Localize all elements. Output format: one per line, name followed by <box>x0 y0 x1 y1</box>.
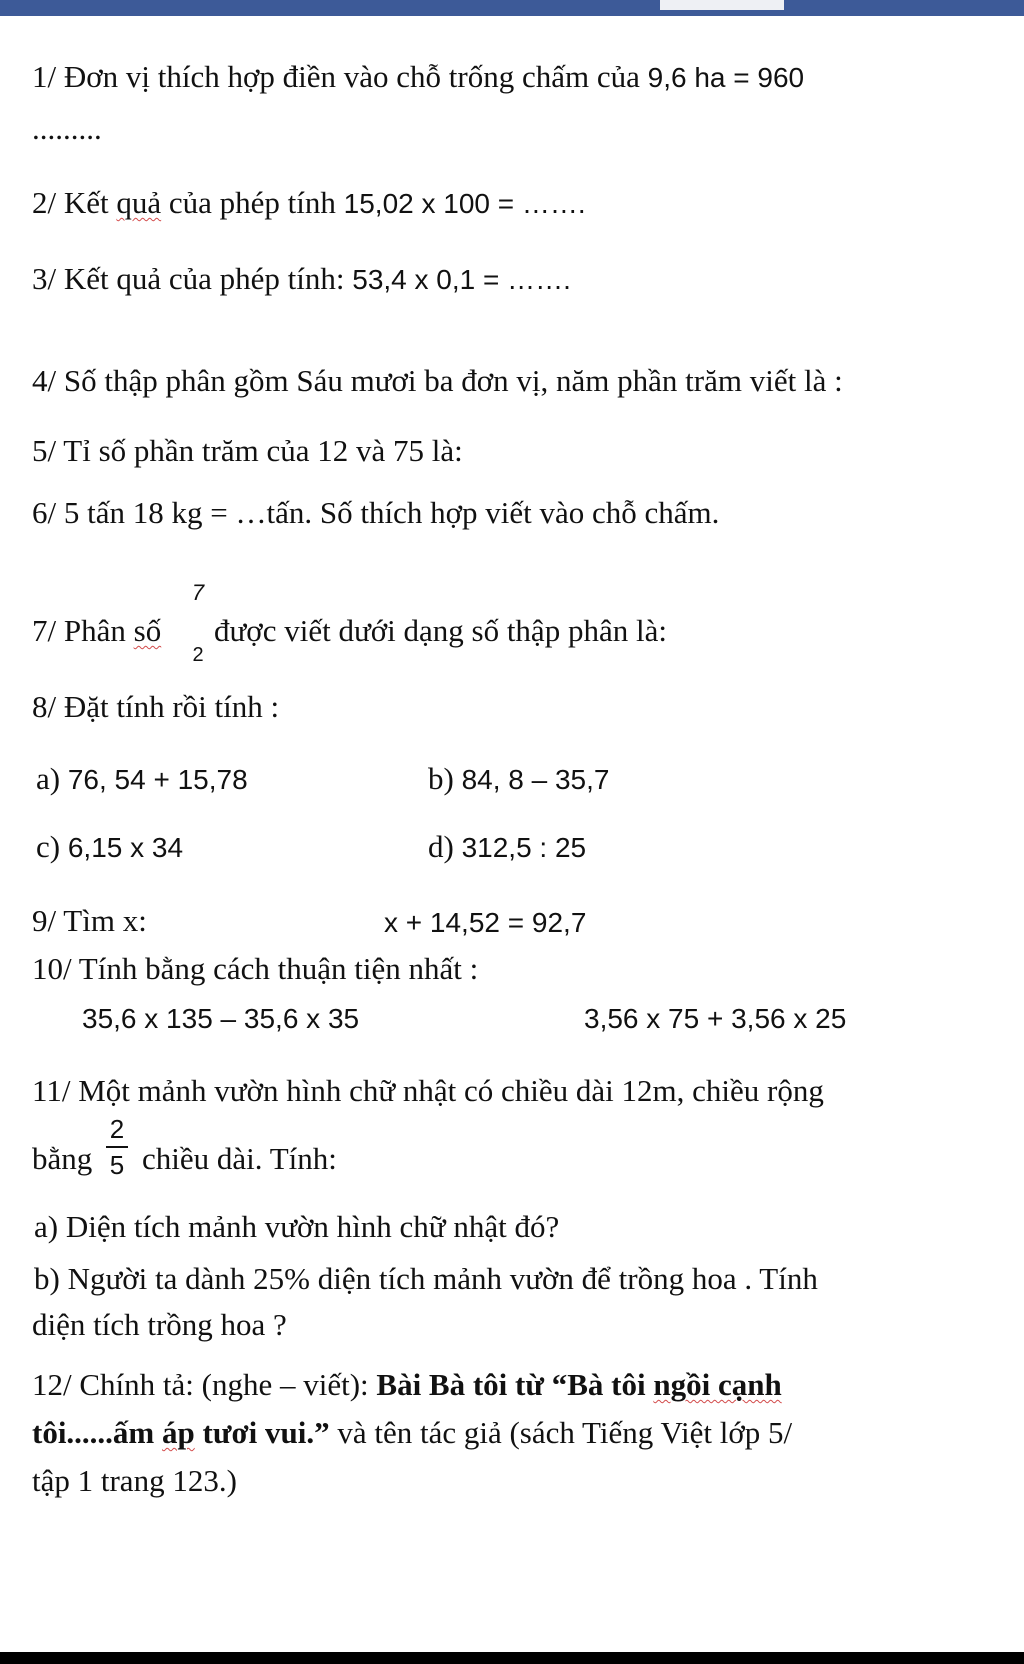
question-6: 6/ 5 tấn 18 kg = …tấn. Số thích hợp viết vào chỗ chấm. <box>32 495 720 530</box>
question-5: 5/ Tỉ số phần trăm của 12 và 75 là: <box>32 433 463 468</box>
question-11-denominator: 5 <box>109 1150 125 1180</box>
question-11b-line-2: diện tích trồng hoa ? <box>32 1307 287 1342</box>
question-11b-line-1: b) Người ta dành 25% diện tích mảnh vườn để trồng hoa . Tính <box>34 1261 818 1296</box>
question-11-prefix: bằng <box>32 1141 93 1176</box>
question-12-line-3: tập 1 trang 123.) <box>32 1463 237 1498</box>
bottom-bar <box>0 1652 1024 1664</box>
question-8c: c) 6,15 x 34 <box>36 829 184 864</box>
question-2: 2/ Kết quả của phép tính 15,02 x 100 = ……. <box>32 185 586 220</box>
question-10-expr-1: 35,6 x 135 – 35,6 x 35 <box>82 1003 360 1034</box>
question-1-dots: ......... <box>32 111 102 146</box>
question-8b: b) 84, 8 – 35,7 <box>428 761 610 796</box>
question-11-fraction-bar <box>106 1146 128 1148</box>
question-10-title: 10/ Tính bằng cách thuận tiện nhất : <box>32 951 479 986</box>
question-7-suffix: được viết dưới dạng số thập phân là: <box>214 613 667 648</box>
question-3: 3/ Kết quả của phép tính: 53,4 x 0,1 = ……. <box>32 261 571 296</box>
question-4: 4/ Số thập phân gồm Sáu mươi ba đơn vị, năm phần trăm viết là : <box>32 363 843 398</box>
question-11-numerator: 2 <box>109 1114 125 1144</box>
question-8a: a) 76, 54 + 15,78 <box>36 761 248 796</box>
question-1: 1/ Đơn vị thích hợp điền vào chỗ trống chấm của 9,6 ha = 960 <box>32 59 805 94</box>
question-8-title: 8/ Đặt tính rồi tính : <box>32 689 280 724</box>
question-9-label: 9/ Tìm x: <box>32 903 147 938</box>
question-12-line-1: 12/ Chính tả: (nghe – viết): Bài Bà tôi từ “Bà tôi ngồi cạnh <box>32 1367 782 1402</box>
question-12-line-2: tôi......ấm áp tươi vui.” và tên tác giả (sách Tiếng Việt lớp 5/ <box>32 1415 793 1450</box>
top-bar-tab <box>660 0 784 10</box>
question-11-suffix: chiều dài. Tính: <box>142 1141 337 1176</box>
top-bar <box>0 0 1024 16</box>
question-7-numerator: 7 <box>191 580 205 605</box>
question-11a: a) Diện tích mảnh vườn hình chữ nhật đó? <box>34 1209 560 1244</box>
question-7-denominator: 2 <box>192 644 204 666</box>
question-8d: d) 312,5 : 25 <box>428 829 587 864</box>
question-9-expr: x + 14,52 = 92,7 <box>384 907 587 938</box>
question-7-prefix: 7/ Phân số <box>32 613 162 648</box>
question-11-line-1: 11/ Một mảnh vườn hình chữ nhật có chiều dài 12m, chiều rộng <box>32 1073 824 1108</box>
question-10-expr-2: 3,56 x 75 + 3,56 x 25 <box>584 1003 847 1034</box>
